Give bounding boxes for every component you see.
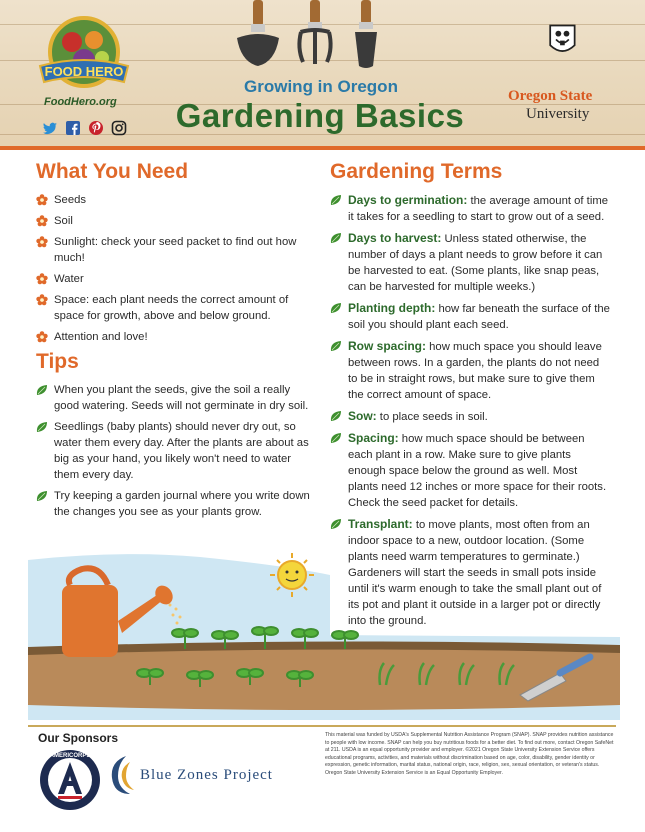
twitter-icon[interactable] (42, 120, 58, 136)
term-name: Sow: (348, 409, 377, 423)
need-item (36, 192, 306, 208)
term-item (330, 230, 610, 295)
cultivator-icon (299, 0, 330, 64)
need-item (36, 271, 306, 287)
blue-zones-name[interactable]: Blue Zones Project (140, 767, 273, 783)
term-item (330, 192, 610, 225)
footer-divider (28, 725, 616, 727)
gardening-terms-heading: Gardening Terms (330, 160, 503, 183)
page-subtitle: Growing in Oregon (244, 77, 398, 96)
term-definition: how far beneath the surface of the soil you should plant each seed. (348, 303, 610, 331)
term-name: Days to harvest: (348, 231, 442, 245)
osu-name-line1: Oregon State (508, 88, 593, 104)
term-item (330, 338, 610, 403)
flower-bullet-icon (36, 236, 48, 248)
need-item (36, 213, 306, 229)
term-definition: how much space should be between each plant in a row. Make sure to give plants enough space below the ground as well. Most plants need 12 inches or more space for their roots. Check the seed packet for details. (348, 433, 607, 509)
flower-bullet-icon (36, 294, 48, 306)
term-name: Planting depth: (348, 301, 436, 315)
tip-item (36, 488, 312, 520)
term-definition: how much space you should leave between rows. In a garden, the plants do not need to be in straight rows, but make sure to give them the correct amount of space. (348, 341, 602, 401)
garden-illustration (0, 545, 645, 720)
need-item (36, 292, 306, 324)
leaf-bullet-icon (330, 410, 342, 422)
term-definition: to move plants, most often from an indoor space to a new, outdoor location. (Some plants need warm temperatures to germinate.) Gardeners will start the seeds in small pots inside until it's warm enough to take the small plant out of its pot and plant it outside in a larger pot or directly into the ground. (348, 519, 602, 627)
tips-heading: Tips (36, 350, 79, 373)
leaf-bullet-icon (36, 384, 48, 396)
need-item (36, 329, 306, 345)
tip-item (36, 382, 312, 414)
flower-bullet-icon (36, 273, 48, 285)
osu-name-line2: University (526, 106, 590, 122)
leaf-bullet-icon (330, 518, 342, 530)
what-you-need-list (36, 192, 306, 350)
term-definition: Unless stated otherwise, the number of days a plant needs to grow before it can be harvested to eat. (Some plants, like snap peas, can be harvested for multiple weeks.) (348, 233, 603, 293)
facebook-icon[interactable] (65, 120, 81, 136)
logo-text: FOOD HERO (44, 64, 124, 79)
term-name: Row spacing: (348, 339, 427, 353)
americorps-text: AMERICORPS (49, 753, 91, 759)
food-hero-domain[interactable]: FoodHero.org (44, 96, 117, 108)
term-definition: to place seeds in soil. (376, 411, 488, 423)
term-item (330, 430, 610, 511)
need-item-text: Seeds (54, 194, 87, 206)
header-divider (0, 146, 645, 150)
what-you-need-heading: What You Need (36, 160, 189, 183)
need-item (36, 234, 306, 266)
term-name: Transplant: (348, 517, 413, 531)
need-item-text: Water (54, 273, 84, 285)
tip-item-text: When you plant the seeds, give the soil a really good watering. Seeds will not germinate in dry soil. (54, 384, 309, 412)
term-name: Spacing: (348, 431, 399, 445)
trowel-icon (237, 0, 279, 66)
leaf-bullet-icon (36, 490, 48, 502)
need-item-text: Sunlight: check your seed packet to find out how much! (54, 236, 297, 264)
header-banner (0, 0, 645, 146)
tips-list (36, 382, 312, 525)
leaf-bullet-icon (330, 340, 342, 352)
leaf-bullet-icon (330, 302, 342, 314)
pinterest-icon[interactable] (88, 120, 104, 136)
leaf-bullet-icon (36, 421, 48, 433)
social-links (42, 120, 127, 136)
flower-bullet-icon (36, 215, 48, 227)
term-name: Days to germination: (348, 193, 468, 207)
sponsors-label: Our Sponsors (38, 731, 119, 745)
leaf-bullet-icon (330, 194, 342, 206)
leaf-bullet-icon (330, 232, 342, 244)
term-item (330, 300, 610, 333)
term-definition: the average amount of time it takes for a seedling to start to grow out of a seed. (348, 195, 609, 223)
instagram-icon[interactable] (111, 120, 127, 136)
leaf-bullet-icon (330, 432, 342, 444)
food-hero-logo[interactable] (34, 10, 134, 110)
flower-bullet-icon (36, 194, 48, 206)
flower-bullet-icon (36, 331, 48, 343)
osu-beaver-logo[interactable] (503, 22, 623, 86)
americorps-logo[interactable] (38, 748, 102, 812)
tip-item-text: Try keeping a garden journal where you write down the changes you see as your plants grow. (54, 490, 310, 518)
tip-item-text: Seedlings (baby plants) should never dry out, so water them every day. After the plants are about as big as your hand, you likely won't need to water them every day. (54, 421, 309, 481)
fine-print: This material was funded by USDA's Supplemental Nutrition Assistance Program (SNAP). SNAP provides nutrition assistance to people with low income. SNAP can help you buy nutritious foods for a better diet. To find out more, contact Oregon SafeNet at 211. USDA is an equal opportunity provider and employer. ©2021 Oregon State University Extension Service offers educational programs, activities, and materials without discrimination based on age, color, disability, gender identity or expression, genetic information, marital status, national origin, race, religion, sex, sexual orientation, or veteran's status. Oregon State University Extension Service is an Equal Opportunity Employer. (325, 732, 614, 776)
blue-zones-logo-mark[interactable] (108, 752, 138, 798)
page-title: Gardening Basics (175, 97, 465, 134)
need-item-text: Attention and love! (54, 331, 148, 343)
need-item-text: Space: each plant needs the correct amount of space for growth, above and below ground. (54, 294, 289, 322)
term-item (330, 408, 610, 425)
garden-tools-illustration (215, 0, 415, 72)
transplanter-icon (355, 0, 377, 68)
need-item-text: Soil (54, 215, 73, 227)
tip-item (36, 419, 312, 483)
